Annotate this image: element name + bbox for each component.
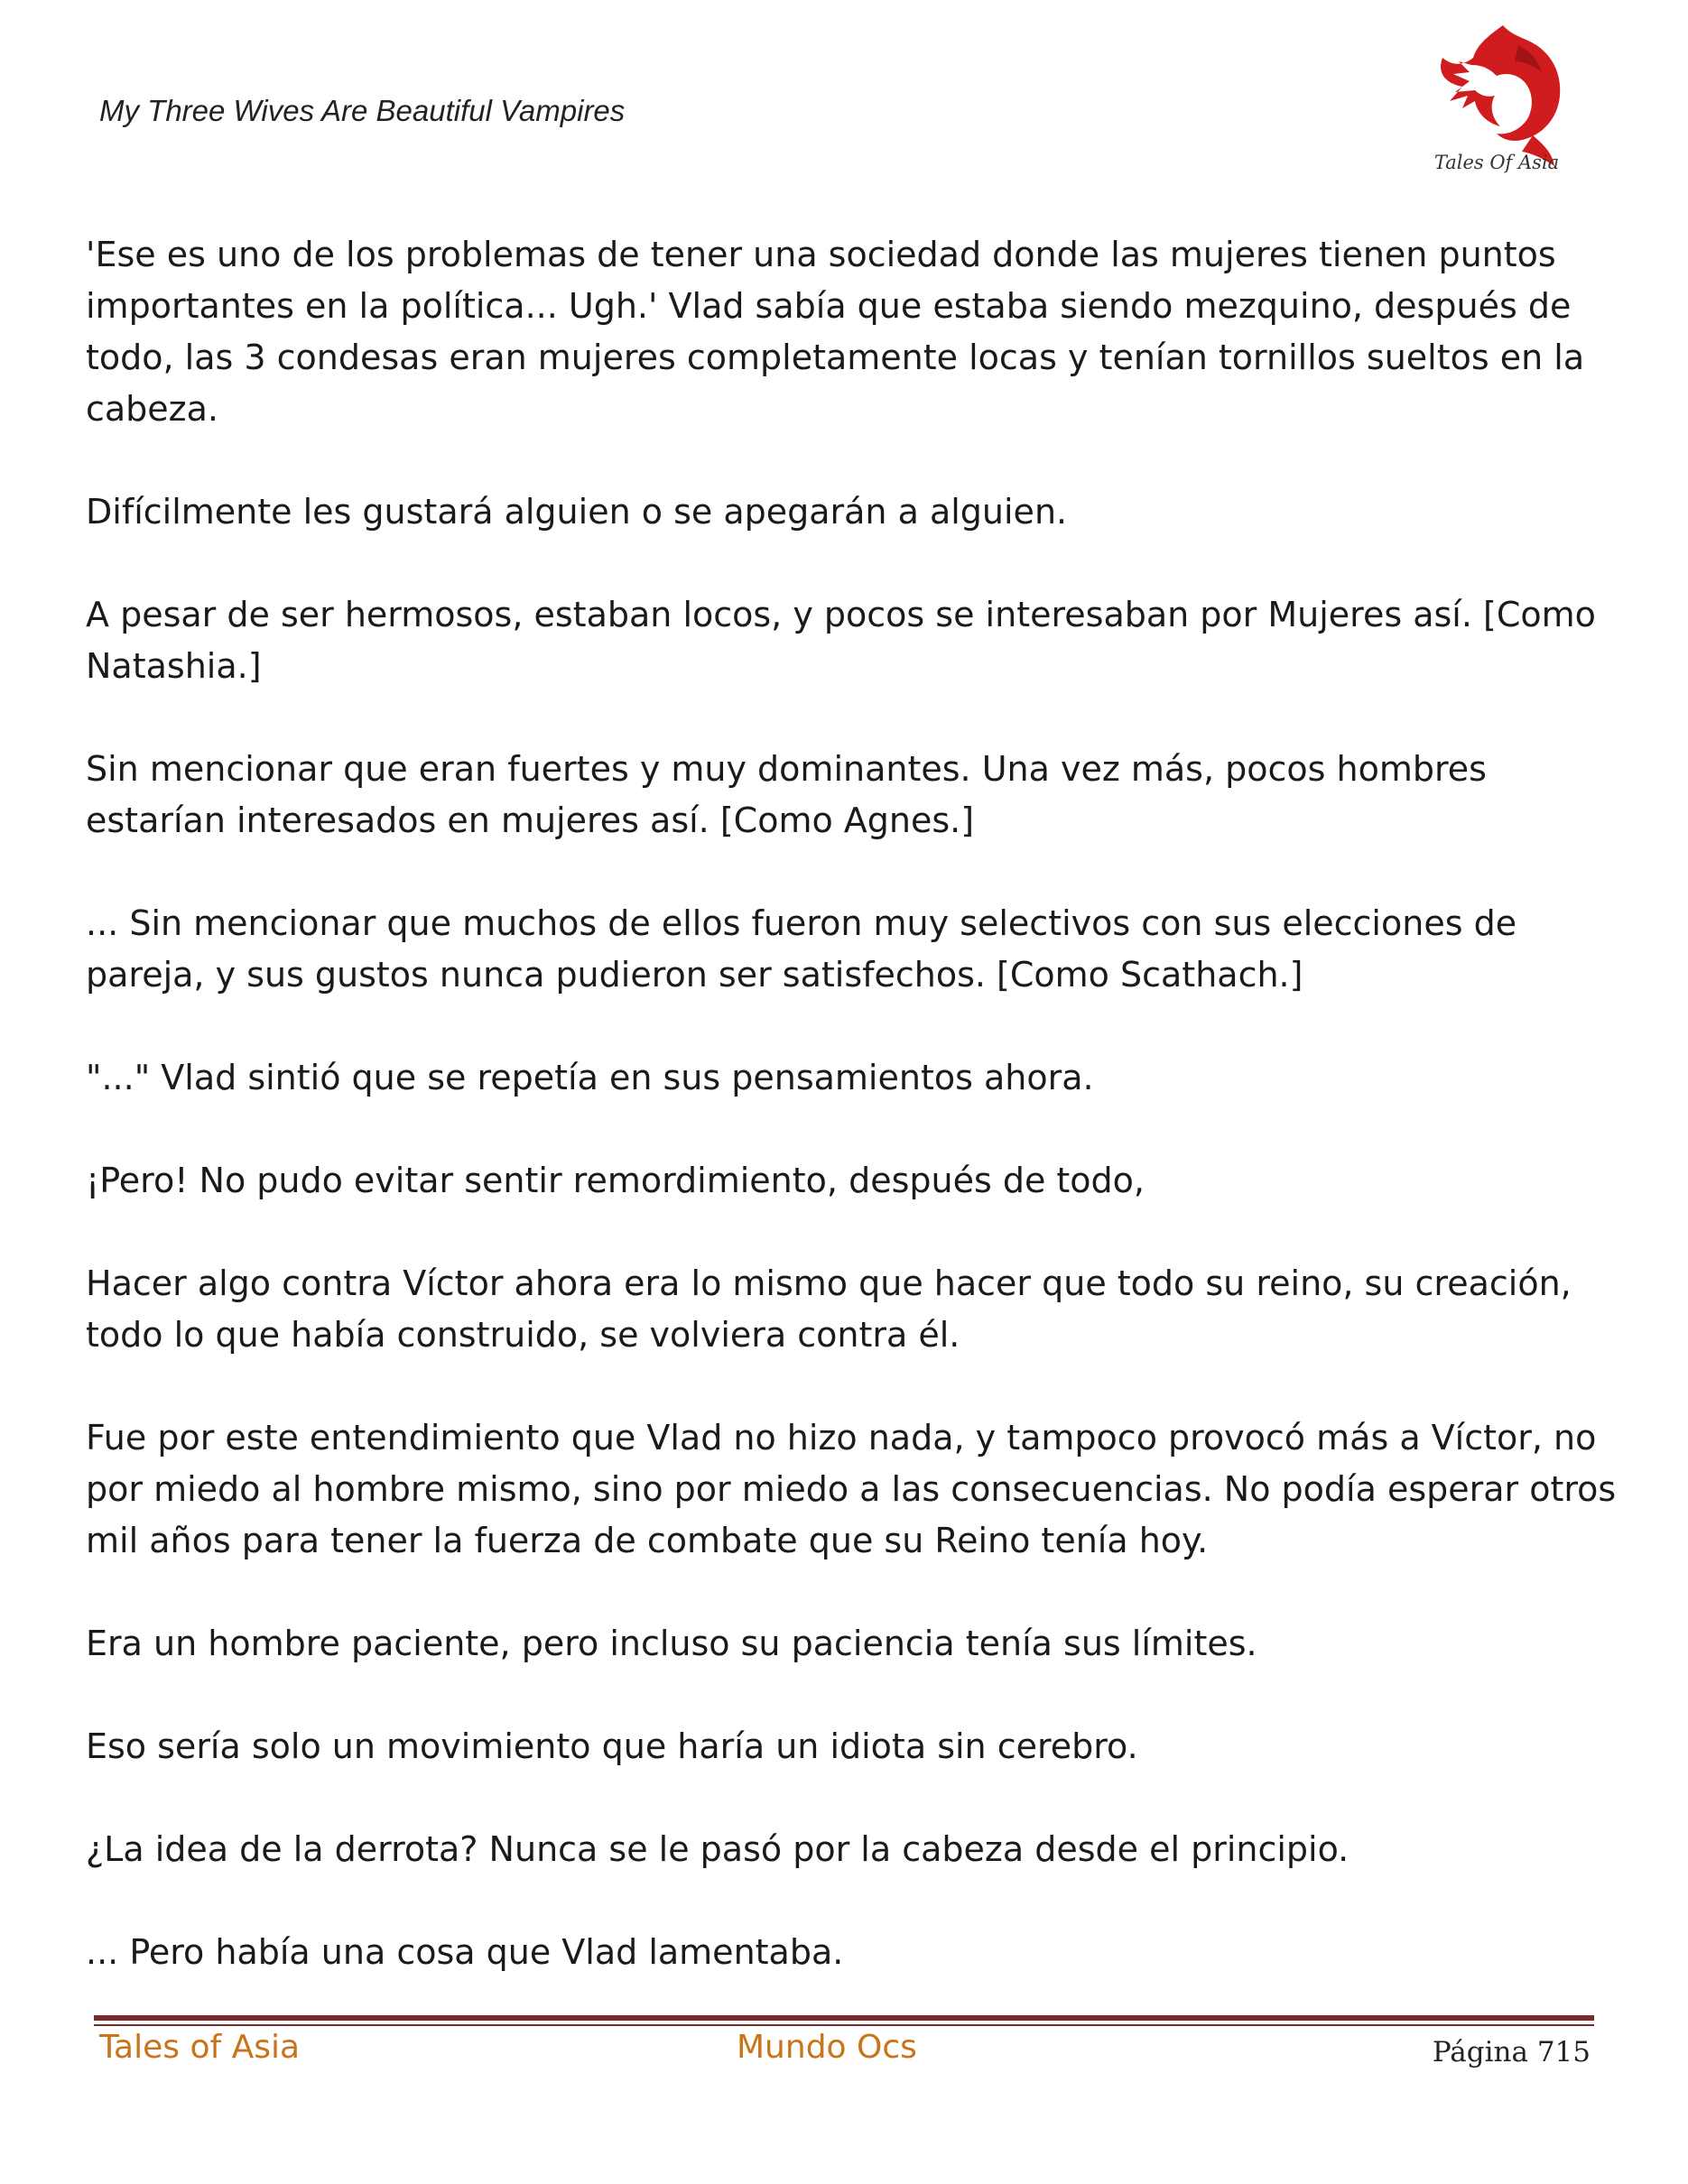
paragraph: Sin mencionar que eran fuertes y muy dominantes. Una vez más, pocos hombres estarían interesados en mujeres así. [Como Agnes.]: [86, 749, 1487, 840]
footer-publisher: Tales of Asia: [99, 2029, 301, 2066]
footer-divider-thin: [94, 2024, 1594, 2026]
book-title: My Three Wives Are Beautiful Vampires: [99, 94, 626, 127]
footer-divider: [94, 2015, 1594, 2021]
paragraph: "..." Vlad sintió que se repetía en sus pensamientos ahora.: [86, 1058, 1094, 1097]
paragraph: A pesar de ser hermosos, estaban locos, y pocos se interesaban por Mujeres así. [Como Natashia.]: [86, 595, 1596, 686]
paragraph: Hacer algo contra Víctor ahora era lo mismo que hacer que todo su reino, su creación, todo lo que había construido, se volviera contra él.: [86, 1263, 1572, 1355]
paragraph: ¿La idea de la derrota? Nunca se le pasó por la cabeza desde el principio.: [86, 1829, 1349, 1869]
paragraph: ... Sin mencionar que muchos de ellos fueron muy selectivos con sus elecciones de pareja, y sus gustos nunca pudieron ser satisfechos. [Como Scathach.]: [86, 903, 1517, 995]
footer-source: Mundo Ocs: [737, 2029, 917, 2066]
paragraph: Difícilmente les gustará alguien o se apegarán a alguien.: [86, 492, 1068, 532]
paragraph: Eso sería solo un movimiento que haría un idiota sin cerebro.: [86, 1726, 1138, 1766]
page-number: Página 715: [1432, 2036, 1591, 2068]
body-text: [86, 229, 1620, 2030]
paragraph: ... Pero había una cosa que Vlad lamentaba.: [86, 1932, 844, 1972]
paragraph: Era un hombre paciente, pero incluso su paciencia tenía sus límites.: [86, 1624, 1257, 1663]
logo-text: Tales Of Asia: [1433, 152, 1560, 173]
paragraph: ¡Pero! No pudo evitar sentir remordimiento, después de todo,: [86, 1161, 1145, 1200]
paragraph: 'Ese es uno de los problemas de tener una sociedad donde las mujeres tienen puntos importantes en la política... Ugh.' Vlad sabía que estaba siendo mezquino, después de todo, las 3 condesas eran mujeres completamente locas y tenían tornillos sueltos en la cabeza.: [86, 235, 1585, 429]
paragraph: Fue por este entendimiento que Vlad no hizo nada, y tampoco provocó más a Víctor, no por miedo al hombre mismo, sino por miedo a las consecuencias. No podía esperar otros mil años para tener la fuerza de combate que su Reino tenía hoy.: [86, 1418, 1617, 1560]
